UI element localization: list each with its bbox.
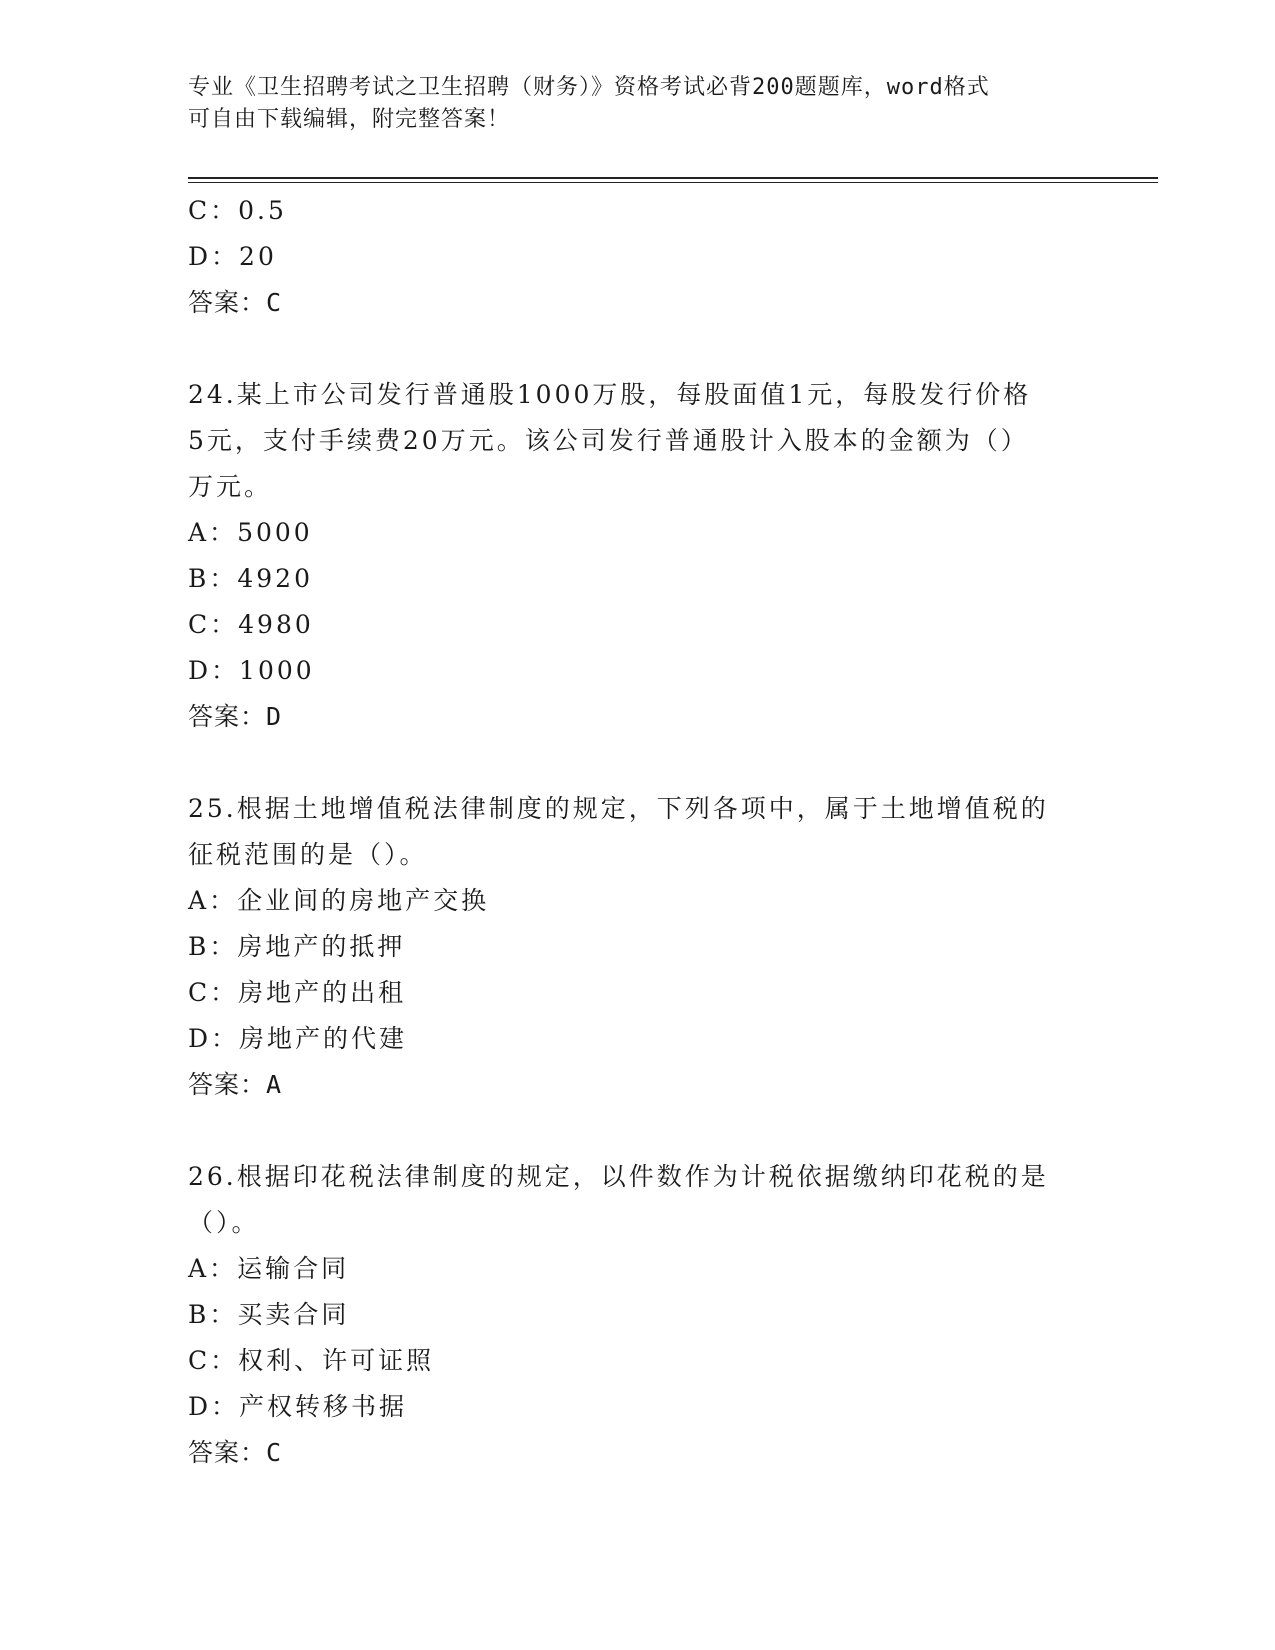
stem-line: 25.根据土地增值税法律制度的规定，下列各项中，属于土地增值税的: [188, 794, 1049, 823]
option-line: [188, 1016, 1088, 1062]
stem-line: 26.根据印花税法律制度的规定，以件数作为计税依据缴纳印花税的是: [188, 1162, 1049, 1191]
option-line: [188, 924, 1088, 970]
option-label: C：: [188, 610, 239, 639]
option-line: [188, 648, 1088, 694]
option-text: 房地产的抵押: [237, 932, 406, 961]
option-text: 运输合同: [237, 1254, 350, 1283]
option-text: 1000: [239, 656, 315, 685]
option-label: B：: [188, 932, 238, 961]
option-label: D：: [188, 242, 240, 271]
option-text: 4980: [238, 610, 314, 639]
option-text: 权利、许可证照: [238, 1346, 435, 1375]
option-text: 房地产的代建: [239, 1024, 408, 1053]
stem-line: 24.某上市公司发行普通股1000万股，每股面值1元，每股发行价格: [188, 380, 1032, 409]
option-line: [188, 1246, 1088, 1292]
option-line: [188, 1338, 1088, 1384]
option-label: C：: [188, 1346, 239, 1375]
option-label: D：: [188, 656, 240, 685]
document-header: [188, 72, 1068, 136]
question-list: [188, 188, 1088, 1476]
option-line: [188, 556, 1088, 602]
option-label: A：: [188, 518, 238, 547]
option-label: D：: [188, 1392, 240, 1421]
option-text: 房地产的出租: [238, 978, 407, 1007]
stem-line: （）。: [188, 1208, 260, 1237]
option-line: [188, 970, 1088, 1016]
option-label: D：: [188, 1024, 240, 1053]
option-line: [188, 1384, 1088, 1430]
option-label: A：: [188, 1254, 238, 1283]
header-title-line-2: 可自由下载编辑，附完整答案！: [188, 107, 511, 132]
option-text: 20: [239, 242, 277, 271]
option-line: [188, 188, 1088, 234]
option-line: [188, 602, 1088, 648]
stem-line: 万元。: [188, 472, 273, 501]
option-label: B：: [188, 564, 238, 593]
answer-line: 答案：C: [188, 1438, 283, 1467]
option-line: [188, 878, 1088, 924]
option-text: 买卖合同: [237, 1300, 350, 1329]
header-divider-thin: [188, 182, 1158, 183]
option-text: 4920: [237, 564, 313, 593]
option-text: 5000: [237, 518, 313, 547]
stem-line: 征税范围的是（）。: [188, 840, 428, 869]
option-label: B：: [188, 1300, 238, 1329]
option-label: C：: [188, 196, 239, 225]
option-label: A：: [188, 886, 238, 915]
header-divider-thick: [188, 177, 1158, 179]
answer-line: 答案：D: [188, 702, 283, 731]
option-line: [188, 510, 1088, 556]
option-text: 企业间的房地产交换: [237, 886, 490, 915]
option-text: 0.5: [238, 196, 287, 225]
question-stem: [188, 786, 1068, 878]
option-line: [188, 234, 1088, 280]
answer-line: 答案：A: [188, 1070, 283, 1099]
answer-line: 答案：C: [188, 288, 283, 317]
option-text: 产权转移书据: [239, 1392, 408, 1421]
question-stem: [188, 1154, 1068, 1246]
option-label: C：: [188, 978, 239, 1007]
stem-line: 5元，支付手续费20万元。该公司发行普通股计入股本的金额为（）: [188, 426, 1029, 455]
option-line: [188, 1292, 1088, 1338]
question-stem: [188, 372, 1068, 510]
header-title-line-1: 专业《卫生招聘考试之卫生招聘（财务）》资格考试必背200题题库，word格式: [188, 75, 990, 100]
